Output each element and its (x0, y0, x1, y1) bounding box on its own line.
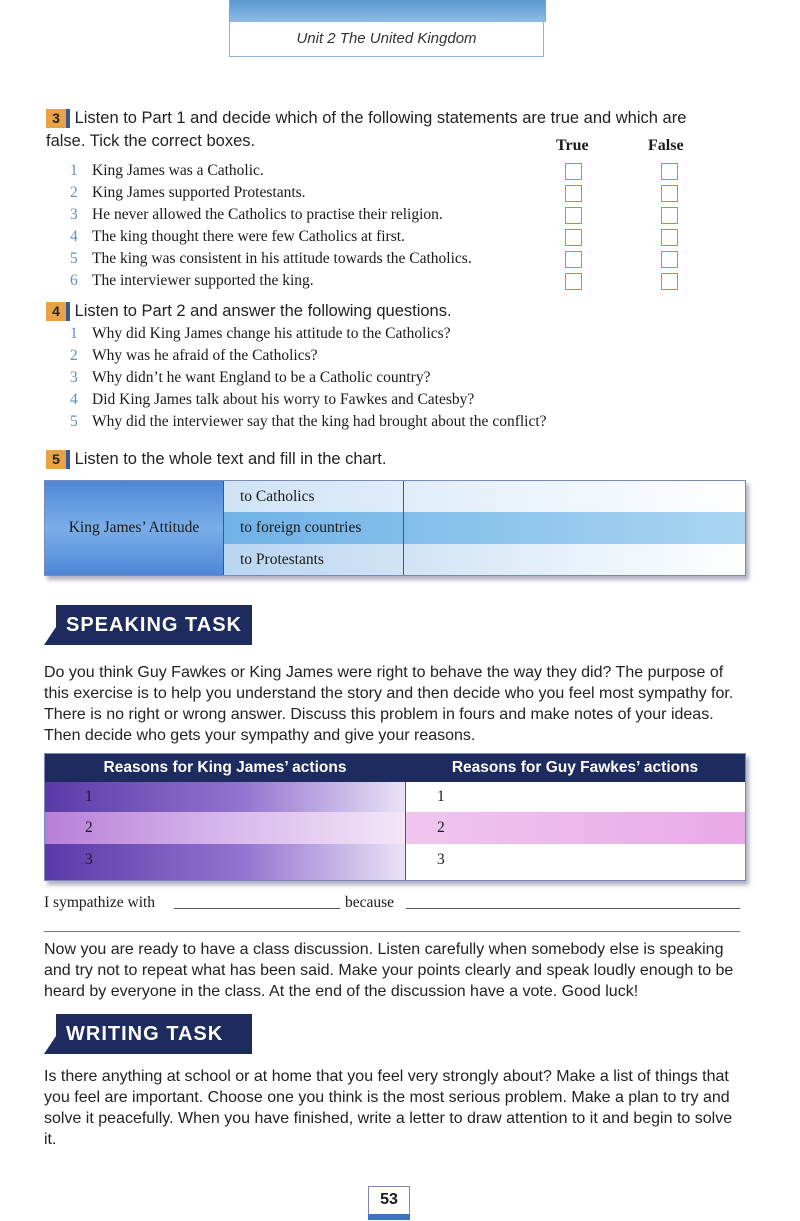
false-checkbox[interactable] (661, 207, 678, 224)
writing-paragraph: Is there anything at school or at home that you feel very strongly about? Make a list of things that you feel are important. Choose one you think is the most serious problem. Make a plan to try and solve it peacefully. When you have finished, write a letter to draw attention to it and begin to solve it. (44, 1068, 733, 1148)
exercise-number: 4 (46, 302, 70, 321)
exercise-instruction: Listen to Part 1 and decide which of the following statements are true and which are (74, 109, 687, 127)
list-item: 2 Why was he afraid of the Catholics? (70, 347, 318, 364)
false-checkbox[interactable] (661, 185, 678, 202)
row-number: 2 (85, 819, 93, 836)
list-item: 2 King James supported Protestants. (70, 184, 306, 201)
list-item: 1 King James was a Catholic. (70, 162, 264, 179)
because-label: because (345, 894, 395, 911)
exercise-instruction: Listen to Part 2 and answer the following questions. (74, 302, 452, 320)
answer-cell[interactable] (413, 549, 735, 569)
speaking-paragraph: Do you think Guy Fawkes or King James were right to behave the way they did? The purpose of this exercise is to help you understand the story and then decide who you feel most sympathy for. There is no right or wrong answer. Discuss this problem in fours and make notes of your ideas. Then decide who gets your sympathy and give your reasons. (44, 664, 734, 744)
false-checkbox[interactable] (661, 273, 678, 290)
row-number: 2 (437, 819, 445, 836)
sympathize-blank[interactable] (174, 908, 340, 909)
false-checkbox[interactable] (661, 251, 678, 268)
true-false-list (70, 160, 550, 292)
list-item: 4 Did King James talk about his worry to Fawkes and Catesby? (70, 391, 475, 408)
true-checkbox[interactable] (565, 207, 582, 224)
exercise-5 (46, 448, 746, 471)
row-number: 3 (85, 851, 93, 868)
exercise-4 (46, 300, 746, 323)
list-item: 1 Why did King James change his attitude to the Catholics? (70, 325, 451, 342)
speaking-task-title: SPEAKING TASK (56, 605, 252, 645)
exercise-instruction: Listen to the whole text and fill in the chart. (74, 450, 387, 468)
true-column-header: True (556, 137, 589, 154)
exercise-number: 5 (46, 450, 70, 469)
false-checkbox[interactable] (661, 229, 678, 246)
list-item: 5 Why did the interviewer say that the king had brought about the conflict? (70, 413, 547, 430)
answer-cell[interactable] (413, 518, 735, 538)
true-checkbox[interactable] (565, 251, 582, 268)
page-number-bar (368, 1214, 410, 1220)
attitude-chart (44, 480, 746, 576)
page-number: 53 (368, 1186, 410, 1216)
reasons-table (44, 753, 746, 881)
true-checkbox[interactable] (565, 229, 582, 246)
left-column-header: Reasons for King James’ actions (103, 759, 347, 776)
false-checkbox[interactable] (661, 163, 678, 180)
list-item: 6 The interviewer supported the king. (70, 272, 314, 289)
list-item: 5 The king was consistent in his attitude towards the Catholics. (70, 250, 472, 267)
chart-row-label: to Catholics (240, 488, 315, 505)
discussion-paragraph: Now you are ready to have a class discussion. Listen carefully when somebody else is speaking and try not to repeat what has been said. Make your points clearly and speak loudly enough to be heard by everyone in the class. At the end of the discussion have a vote. Good luck! (44, 941, 734, 1000)
list-item: 3 He never allowed the Catholics to practise their religion. (70, 206, 443, 223)
chart-row-label: to foreign countries (240, 519, 362, 536)
answer-cell[interactable] (413, 487, 735, 507)
row-header: King James’ Attitude (68, 519, 200, 536)
question-list (70, 323, 750, 433)
row-number: 1 (85, 788, 93, 805)
exercise-number: 3 (46, 109, 70, 128)
chart-row-label: to Protestants (240, 551, 324, 568)
true-checkbox[interactable] (565, 273, 582, 290)
true-checkbox[interactable] (565, 185, 582, 202)
row-number: 3 (437, 851, 445, 868)
row-number: 1 (437, 788, 445, 805)
list-item: 4 The king thought there were few Catholics at first. (70, 228, 405, 245)
sympathize-label: I sympathize with (44, 894, 156, 911)
writing-task-title: WRITING TASK (56, 1014, 252, 1054)
exercise-instruction-line2: false. Tick the correct boxes. (46, 132, 256, 150)
false-column-header: False (648, 137, 684, 154)
list-item: 3 Why didn’t he want England to be a Catholic country? (70, 369, 431, 386)
unit-title: Unit 2 The United Kingdom (229, 22, 544, 57)
because-blank[interactable] (406, 908, 740, 909)
header-decoration (229, 0, 546, 22)
answer-line[interactable] (44, 931, 740, 932)
right-column-header: Reasons for Guy Fawkes’ actions (451, 759, 699, 776)
true-checkbox[interactable] (565, 163, 582, 180)
exercise-3 (46, 107, 746, 153)
